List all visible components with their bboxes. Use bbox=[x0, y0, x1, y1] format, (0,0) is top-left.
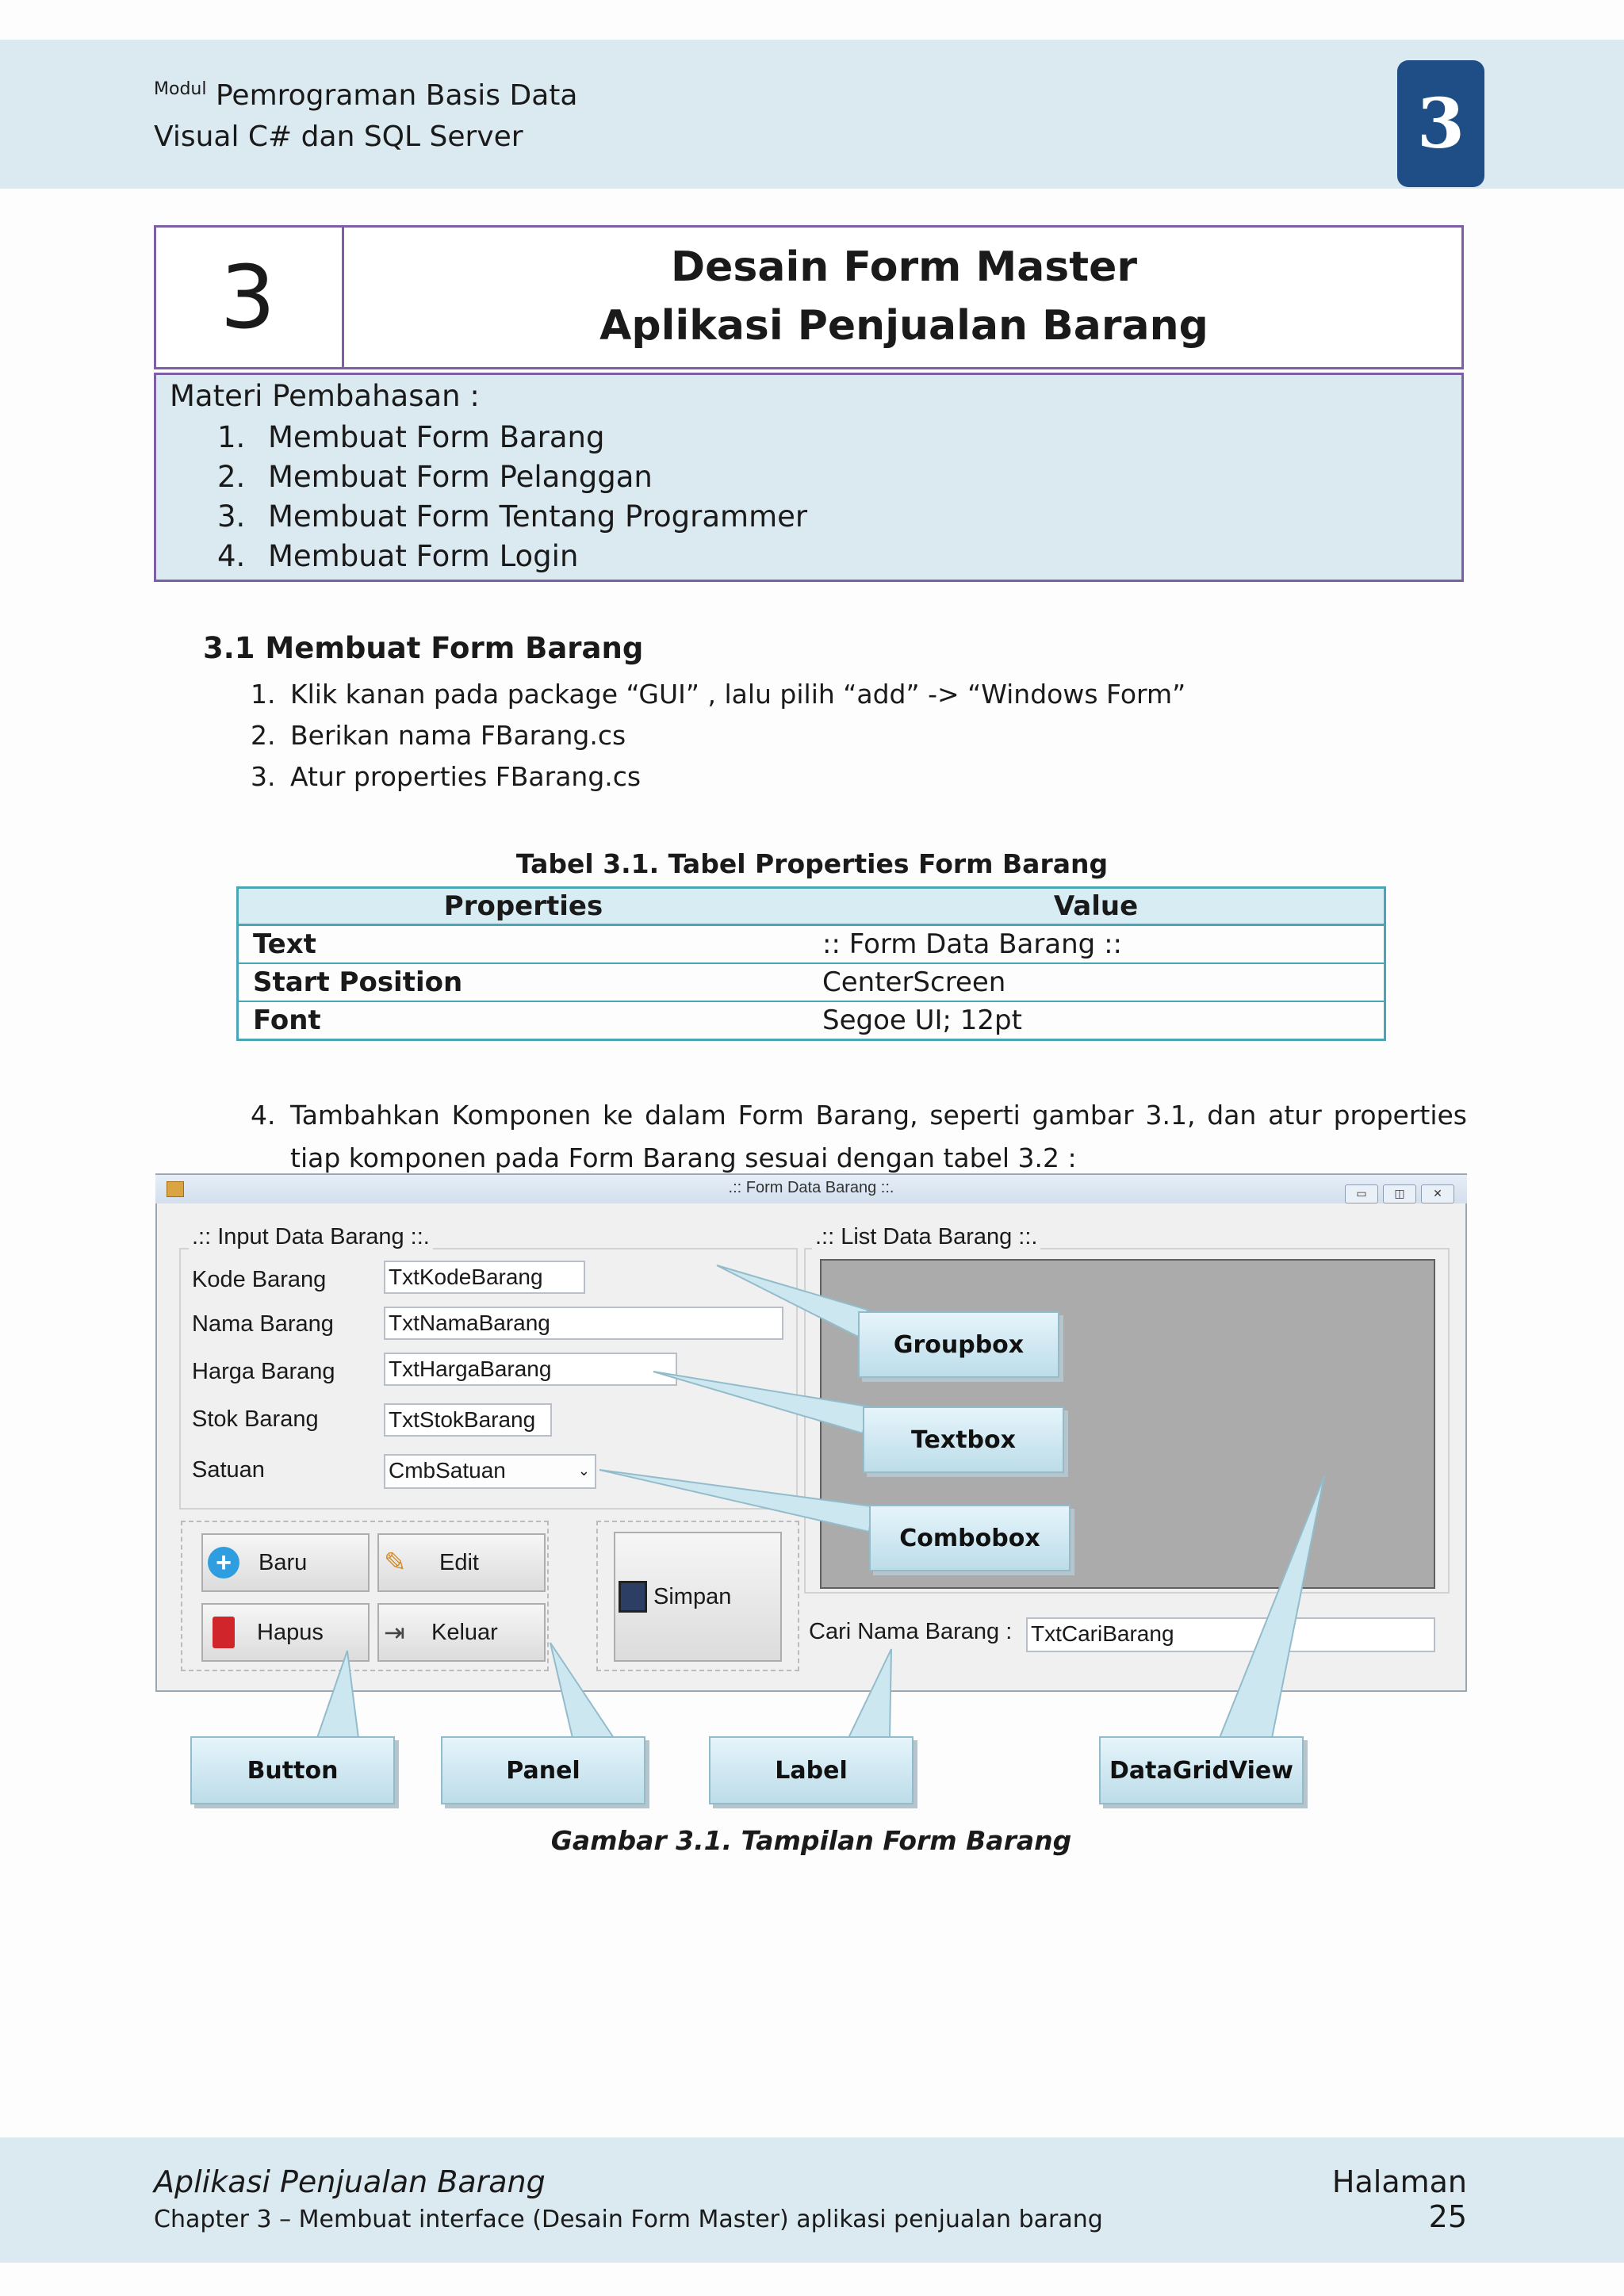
simpan-button[interactable]: Simpan bbox=[614, 1532, 782, 1662]
panel-callout: Panel bbox=[441, 1736, 645, 1804]
step-item: 3. Atur properties FBarang.cs bbox=[251, 761, 642, 792]
table-cell: :: Form Data Barang :: bbox=[808, 925, 1385, 964]
materi-item: 4. Membuat Form Login bbox=[217, 539, 579, 573]
datagridview-callout: DataGridView bbox=[1099, 1736, 1304, 1804]
materi-item: 2. Membuat Form Pelanggan bbox=[217, 460, 653, 494]
kode-barang-input[interactable]: TxtKodeBarang bbox=[384, 1261, 585, 1294]
plus-icon: + bbox=[208, 1547, 239, 1578]
minimize-icon[interactable]: ▭ bbox=[1345, 1184, 1378, 1203]
materi-item: 3. Membuat Form Tentang Programmer bbox=[217, 499, 808, 534]
edit-icon: ✎ bbox=[384, 1548, 407, 1578]
field-label: Satuan bbox=[192, 1457, 265, 1483]
step-item: 1. Klik kanan pada package “GUI” , lalu pilih “add” -> “Windows Form” bbox=[251, 679, 1186, 710]
figure-caption: Gambar 3.1. Tampilan Form Barang bbox=[550, 1825, 1072, 1856]
baru-button[interactable]: + Baru bbox=[201, 1533, 370, 1592]
datagridview-pointer bbox=[1220, 1476, 1324, 1738]
field-label: Nama Barang bbox=[192, 1311, 334, 1337]
close-icon[interactable]: ✕ bbox=[1421, 1184, 1454, 1203]
groupbox-pointer bbox=[717, 1265, 868, 1337]
panel-pointer bbox=[550, 1643, 614, 1738]
modul-label: Modul bbox=[154, 79, 207, 99]
materi-heading: Materi Pembahasan : bbox=[170, 379, 480, 413]
stok-barang-input[interactable]: TxtStokBarang bbox=[384, 1403, 552, 1437]
field-label: Harga Barang bbox=[192, 1359, 335, 1384]
exit-icon: ⇥ bbox=[384, 1618, 405, 1647]
modul-subtitle: Visual C# dan SQL Server bbox=[154, 121, 523, 153]
window-title: .:: Form Data Barang ::. bbox=[728, 1179, 894, 1196]
table-header: Properties bbox=[238, 888, 809, 925]
step-item: 4. Tambahkan Komponen ke dalam Form Barang, seperti gambar 3.1, dan atur properties tiap komponen pada Form Barang sesuai dengan tabel 3.2 : bbox=[251, 1100, 1467, 1173]
table-header: Value bbox=[808, 888, 1385, 925]
footer-title: Aplikasi Penjualan Barang bbox=[154, 2164, 546, 2199]
list-groupbox-label: .:: List Data Barang ::. bbox=[812, 1224, 1040, 1250]
label-pointer bbox=[848, 1649, 891, 1738]
cari-barang-input[interactable]: TxtCariBarang bbox=[1026, 1617, 1435, 1652]
table-cell: Start Position bbox=[238, 963, 809, 1001]
section-heading: 3.1 Membuat Form Barang bbox=[203, 631, 644, 665]
keluar-button[interactable]: ⇥ Keluar bbox=[377, 1603, 546, 1662]
chapter-title-line1: Desain Form Master bbox=[670, 243, 1138, 291]
textbox-callout: Textbox bbox=[863, 1406, 1064, 1473]
chevron-down-icon: ⌄ bbox=[577, 1463, 590, 1479]
table-cell: Segoe UI; 12pt bbox=[808, 1001, 1385, 1040]
table-cell: Font bbox=[238, 1001, 809, 1040]
footer-chapter: Chapter 3 – Membuat interface (Desain Form Master) aplikasi penjualan barang bbox=[154, 2206, 1103, 2233]
page-number: Halaman 25 bbox=[1331, 2164, 1467, 2234]
hapus-button[interactable]: Hapus bbox=[201, 1603, 370, 1662]
input-groupbox-label: .:: Input Data Barang ::. bbox=[189, 1224, 433, 1250]
combobox-callout: Combobox bbox=[869, 1505, 1071, 1571]
cari-label: Cari Nama Barang : bbox=[809, 1619, 1013, 1644]
field-label: Stok Barang bbox=[192, 1406, 319, 1432]
satuan-combobox[interactable]: CmbSatuan ⌄ bbox=[384, 1454, 596, 1489]
materi-item: 1. Membuat Form Barang bbox=[217, 420, 605, 454]
label-callout: Label bbox=[709, 1736, 914, 1804]
chapter-number: 3 bbox=[154, 225, 344, 369]
button-callout: Button bbox=[190, 1736, 395, 1804]
field-label: Kode Barang bbox=[192, 1267, 327, 1292]
edit-button[interactable]: ✎ Edit bbox=[377, 1533, 546, 1592]
textbox-pointer bbox=[653, 1372, 868, 1433]
table-cell: Text bbox=[238, 925, 809, 964]
chapter-title-line2: Aplikasi Penjualan Barang bbox=[599, 302, 1208, 350]
harga-barang-input[interactable]: TxtHargaBarang bbox=[384, 1353, 677, 1386]
nama-barang-input[interactable]: TxtNamaBarang bbox=[384, 1307, 783, 1340]
table-cell: CenterScreen bbox=[808, 963, 1385, 1001]
modul-title: Pemrograman Basis Data bbox=[216, 79, 578, 112]
maximize-icon[interactable]: ◫ bbox=[1383, 1184, 1416, 1203]
button-pointer bbox=[317, 1651, 358, 1738]
chapter-badge: 3 bbox=[1397, 60, 1484, 187]
groupbox-callout: Groupbox bbox=[858, 1311, 1059, 1378]
table-caption: Tabel 3.1. Tabel Properties Form Barang bbox=[515, 848, 1109, 879]
combobox-pointer bbox=[599, 1470, 872, 1532]
step-item: 2. Berikan nama FBarang.cs bbox=[251, 720, 626, 751]
